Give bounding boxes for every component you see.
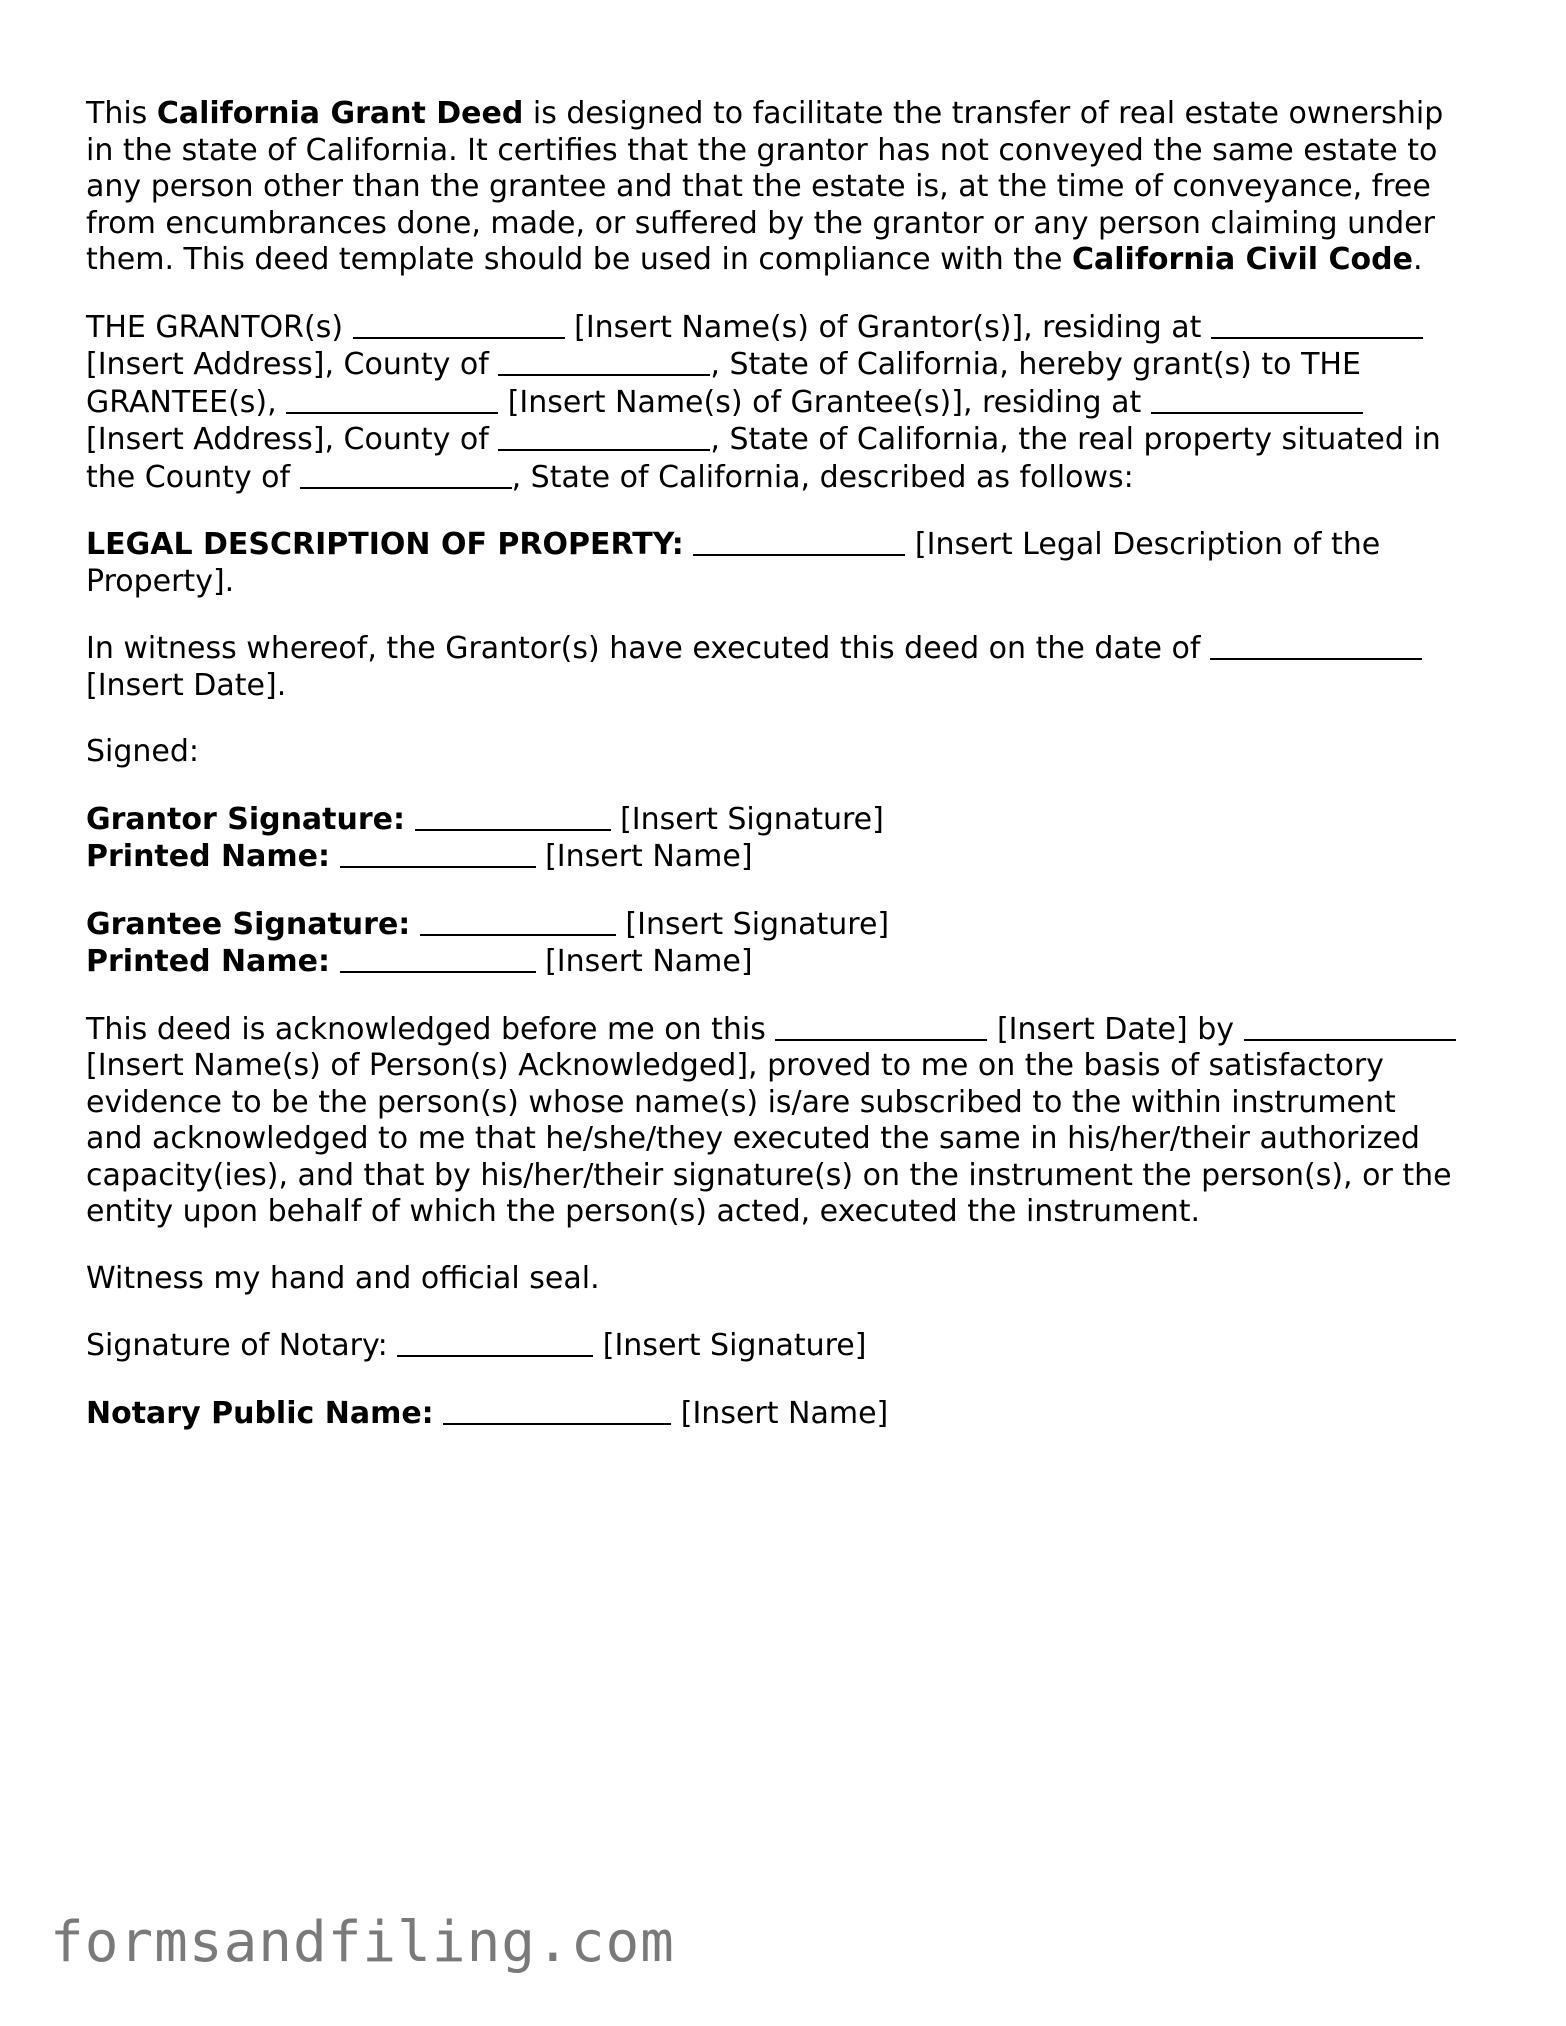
deed-title: California Grant Deed (156, 96, 524, 131)
notary-signature-label: Signature of Notary: (86, 1328, 398, 1363)
intro-text: any person other than the grantee and that the estate is, at the time of conveyance, free (86, 169, 1431, 204)
notary-name-label: Notary Public Name: (86, 1395, 434, 1431)
grantor-printed-name-label: Printed Name: (86, 839, 330, 874)
grant-paragraph: THE GRANTOR(s) [Insert Name(s) of Grantor(s)], residing at [Insert Address], County of , State of California, hereby grant(s) to THE GRANTEE(s), [Insert Name(s) of Grantee(s)], residing at [Insert Address], County of , State of California, the real property situated in the County of , State of California, described as follows: (86, 309, 1441, 495)
grantee-signature-block: Grantee Signature: [Insert Signature] Printed Name: [Insert Name] (86, 906, 890, 979)
grantor-signature-label: Grantor Signature: (86, 801, 406, 837)
grantee-county-blank[interactable] (498, 423, 710, 451)
intro-text: in the state of California. It certifies that the grantor has not conveyed the same estate to (86, 132, 1438, 168)
grantor-printed-name-blank[interactable] (340, 840, 536, 868)
acknowledged-person-blank[interactable] (1244, 1013, 1456, 1041)
legal-description-blank[interactable] (693, 528, 905, 556)
civil-code-reference: California Civil Code (1072, 242, 1413, 277)
intro-text: is designed to facilitate the transfer of real estate ownership (523, 96, 1444, 131)
grantee-printed-name-blank[interactable] (340, 945, 536, 973)
notary-signature-blank[interactable] (397, 1329, 593, 1357)
intro-text: This (86, 96, 157, 131)
grantee-signature-blank[interactable] (420, 908, 616, 936)
watermark: formsandfiling.com (50, 1910, 675, 1975)
signed-label: Signed: (86, 734, 200, 769)
witness-paragraph: In witness whereof, the Grantor(s) have executed this deed on the date of [Insert Date]. (86, 630, 1486, 704)
grantee-printed-name-label: Printed Name: (86, 944, 330, 979)
grantor-signature-blank[interactable] (415, 803, 611, 831)
legal-description-paragraph: LEGAL DESCRIPTION OF PROPERTY: [Insert Legal Description of the Property]. (86, 527, 1381, 599)
acknowledgment-date-blank[interactable] (775, 1013, 987, 1041)
acknowledgment-paragraph: This deed is acknowledged before me on this [Insert Date] by [Insert Name(s) of Person(s) Acknowledged], proved to me on the basis of satisfactory evidence to be the person(s) whose name(s) is/are subscribed to the within instrument and acknowledged to me that he/she/they executed the same in his/her/their authorized capacity(ies), and that by his/her/their signature(s) on the instrument the person(s), or the entity upon behalf of which the person(s) acted, executed the instrument. (86, 1011, 1486, 1231)
notary-signature-line: Signature of Notary: [Insert Signature] (86, 1328, 867, 1363)
intro-text: from encumbrances done, made, or suffered by the grantor or any person claiming under (86, 205, 1435, 241)
execution-date-blank[interactable] (1210, 632, 1422, 660)
intro-paragraph (86, 96, 1486, 279)
grantor-signature-block: Grantor Signature: [Insert Signature] Printed Name: [Insert Name] (86, 801, 884, 874)
grantor-address-blank[interactable] (1211, 311, 1423, 339)
notary-name-line: Notary Public Name: [Insert Name] (86, 1395, 889, 1431)
grantee-name-blank[interactable] (286, 386, 498, 414)
deed-document (86, 96, 1486, 1462)
intro-text: . (1412, 242, 1423, 277)
property-county-blank[interactable] (300, 461, 512, 489)
legal-description-label: LEGAL DESCRIPTION OF PROPERTY: (86, 527, 684, 562)
official-seal-text: Witness my hand and official seal. (86, 1260, 600, 1296)
intro-text: them. This deed template should be used in compliance with the (86, 242, 1073, 277)
notary-name-blank[interactable] (443, 1397, 671, 1425)
grantee-address-blank[interactable] (1151, 386, 1363, 414)
grantor-county-blank[interactable] (498, 348, 710, 376)
grantee-signature-label: Grantee Signature: (86, 906, 411, 942)
grantor-name-blank[interactable] (353, 311, 565, 339)
